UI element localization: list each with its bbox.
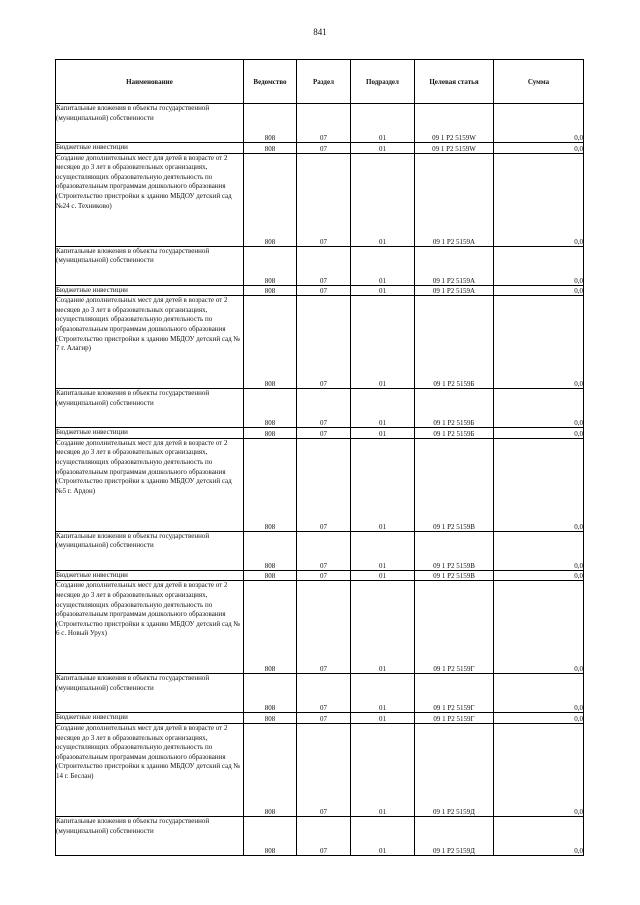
cell-podrazdel: 01	[351, 531, 415, 570]
cell-name	[56, 296, 244, 389]
cell-vedomstvo: 808	[244, 674, 297, 713]
table-row	[56, 104, 584, 143]
cell-name-text: Бюджетные инвестиции	[56, 428, 128, 437]
table-row	[56, 389, 584, 428]
cell-celevaya-statya: 09 1 P2 5159Б	[415, 428, 494, 439]
cell-vedomstvo: 808	[244, 570, 297, 581]
cell-celevaya-statya: 09 1 P2 5159A	[415, 285, 494, 296]
cell-podrazdel: 01	[351, 428, 415, 439]
cell-summa: 0,0	[494, 438, 584, 531]
cell-vedomstvo: 808	[244, 285, 297, 296]
cell-name	[56, 713, 244, 724]
cell-vedomstvo: 808	[244, 104, 297, 143]
header-summa: Сумма	[494, 60, 584, 104]
cell-podrazdel: 01	[351, 438, 415, 531]
cell-summa: 0,0	[494, 389, 584, 428]
cell-vedomstvo: 808	[244, 246, 297, 285]
cell-vedomstvo: 808	[244, 143, 297, 154]
cell-name	[56, 104, 244, 143]
cell-name	[56, 143, 244, 154]
header-vedomstvo: Ведомство	[244, 60, 297, 104]
table-row	[56, 246, 584, 285]
cell-podrazdel: 01	[351, 816, 415, 855]
header-podrazdel: Подраздел	[351, 60, 415, 104]
cell-name	[56, 570, 244, 581]
cell-name	[56, 581, 244, 674]
table-row	[56, 428, 584, 439]
header-razdel: Раздел	[297, 60, 351, 104]
cell-razdel: 07	[297, 428, 351, 439]
table-row	[56, 570, 584, 581]
cell-podrazdel: 01	[351, 674, 415, 713]
cell-name-text: Бюджетные инвестиции	[56, 143, 128, 151]
cell-celevaya-statya: 09 1 P2 5159Г	[415, 581, 494, 674]
cell-name	[56, 531, 244, 570]
table-row	[56, 143, 584, 154]
cell-celevaya-statya: 09 1 P2 5159A	[415, 153, 494, 246]
cell-name	[56, 153, 244, 246]
cell-razdel: 07	[297, 438, 351, 531]
cell-podrazdel: 01	[351, 153, 415, 246]
cell-razdel: 07	[297, 153, 351, 246]
cell-razdel: 07	[297, 816, 351, 855]
cell-podrazdel: 01	[351, 143, 415, 154]
page-number: 841	[313, 27, 327, 37]
cell-razdel: 07	[297, 674, 351, 713]
cell-name	[56, 816, 244, 855]
cell-summa: 0,0	[494, 674, 584, 713]
cell-celevaya-statya: 09 1 P2 5159W	[415, 104, 494, 143]
cell-summa: 0,0	[494, 723, 584, 816]
cell-name-text: Создание дополнительных мест для детей в возрасте от 2 месяцев до 3 лет в образовательных организациях, осуществляющих образовательную деятельность по образовательным программам дошкольного образования (Строительство пристройки к зданию МБДОУ детский сад №5 г. Ардон)	[56, 438, 232, 495]
cell-razdel: 07	[297, 285, 351, 296]
cell-name-text: Бюджетные инвестиции	[56, 285, 128, 294]
cell-celevaya-statya: 09 1 P2 5159В	[415, 570, 494, 581]
cell-razdel: 07	[297, 246, 351, 285]
table-body	[56, 104, 584, 856]
table-row	[56, 531, 584, 570]
cell-summa: 0,0	[494, 713, 584, 724]
cell-summa: 0,0	[494, 296, 584, 389]
cell-name-text: Капитальные вложения в объекты государственной (муниципальной) собственности	[56, 389, 210, 407]
cell-name	[56, 389, 244, 428]
table-row	[56, 438, 584, 531]
cell-vedomstvo: 808	[244, 296, 297, 389]
cell-name-text: Создание дополнительных мест для детей в возрасте от 2 месяцев до 3 лет в образовательных организациях, осуществляющих образовательную деятельность по образовательным программам дошкольного образования (Строительство пристройки к зданию МБДОУ детский сад № 14 г. Беслан)	[56, 723, 241, 780]
cell-vedomstvo: 808	[244, 723, 297, 816]
table-row	[56, 674, 584, 713]
cell-name	[56, 438, 244, 531]
cell-vedomstvo: 808	[244, 389, 297, 428]
cell-summa: 0,0	[494, 816, 584, 855]
cell-celevaya-statya: 09 1 P2 5159В	[415, 531, 494, 570]
cell-podrazdel: 01	[351, 246, 415, 285]
cell-podrazdel: 01	[351, 713, 415, 724]
cell-summa: 0,0	[494, 143, 584, 154]
cell-summa: 0,0	[494, 570, 584, 581]
cell-vedomstvo: 808	[244, 438, 297, 531]
cell-celevaya-statya: 09 1 P2 5159A	[415, 246, 494, 285]
cell-celevaya-statya: 09 1 P2 5159В	[415, 438, 494, 531]
cell-razdel: 07	[297, 713, 351, 724]
cell-celevaya-statya: 09 1 P2 5159Д	[415, 816, 494, 855]
cell-name	[56, 674, 244, 713]
cell-summa: 0,0	[494, 104, 584, 143]
table-row	[56, 296, 584, 389]
cell-podrazdel: 01	[351, 389, 415, 428]
cell-summa: 0,0	[494, 531, 584, 570]
table-row	[56, 723, 584, 816]
cell-razdel: 07	[297, 581, 351, 674]
cell-name	[56, 428, 244, 439]
cell-razdel: 07	[297, 143, 351, 154]
cell-name-text: Капитальные вложения в объекты государственной (муниципальной) собственности	[56, 246, 210, 265]
cell-podrazdel: 01	[351, 570, 415, 581]
cell-summa: 0,0	[494, 428, 584, 439]
budget-table	[55, 59, 584, 856]
cell-name-text: Бюджетные инвестиции	[56, 570, 128, 579]
table-header-row	[56, 60, 584, 104]
cell-summa: 0,0	[494, 285, 584, 296]
cell-razdel: 07	[297, 531, 351, 570]
cell-name-text: Капитальные вложения в объекты государственной (муниципальной) собственности	[56, 104, 210, 122]
header-celevaya-statya: Целевая статья	[415, 60, 494, 104]
cell-name-text: Капитальные вложения в объекты государственной (муниципальной) собственности	[56, 816, 210, 835]
cell-vedomstvo: 808	[244, 581, 297, 674]
cell-celevaya-statya: 09 1 P2 5159Б	[415, 389, 494, 428]
header-name: Наименование	[56, 60, 244, 104]
cell-name-text: Создание дополнительных мест для детей в возрасте от 2 месяцев до 3 лет в образовательных организациях, осуществляющих образовательную деятельность по образовательным программам дошкольного образования (Строительство пристройки к зданию МБДОУ детский сад № 7 г. Алагир)	[56, 296, 241, 353]
cell-summa: 0,0	[494, 246, 584, 285]
cell-razdel: 07	[297, 570, 351, 581]
cell-name	[56, 285, 244, 296]
cell-name-text: Капитальные вложения в объекты государственной (муниципальной) собственности	[56, 674, 210, 692]
cell-podrazdel: 01	[351, 285, 415, 296]
cell-name	[56, 246, 244, 285]
cell-name-text: Капитальные вложения в объекты государственной (муниципальной) собственности	[56, 531, 210, 550]
cell-razdel: 07	[297, 104, 351, 143]
cell-vedomstvo: 808	[244, 713, 297, 724]
cell-razdel: 07	[297, 389, 351, 428]
table-row	[56, 713, 584, 724]
cell-name	[56, 723, 244, 816]
cell-podrazdel: 01	[351, 723, 415, 816]
cell-celevaya-statya: 09 1 P2 5159W	[415, 143, 494, 154]
cell-celevaya-statya: 09 1 P2 5159Б	[415, 296, 494, 389]
cell-podrazdel: 01	[351, 296, 415, 389]
cell-podrazdel: 01	[351, 104, 415, 143]
cell-name-text: Создание дополнительных мест для детей в возрасте от 2 месяцев до 3 лет в образовательных организациях, осуществляющих образовательную деятельность по образовательным программам дошкольного образования (Строительство пристройки к зданию МБДОУ детский сад №24 с. Техниково)	[56, 153, 232, 210]
cell-vedomstvo: 808	[244, 428, 297, 439]
cell-name-text: Создание дополнительных мест для детей в возрасте от 2 месяцев до 3 лет в образовательных организациях, осуществляющих образовательную деятельность по образовательным программам дошкольного образования (Строительство пристройки к зданию МБДОУ детский сад № 6 с. Новый Урух)	[56, 581, 241, 638]
cell-razdel: 07	[297, 296, 351, 389]
cell-vedomstvo: 808	[244, 816, 297, 855]
cell-vedomstvo: 808	[244, 153, 297, 246]
cell-podrazdel: 01	[351, 581, 415, 674]
cell-summa: 0,0	[494, 153, 584, 246]
table-row	[56, 153, 584, 246]
cell-vedomstvo: 808	[244, 531, 297, 570]
cell-celevaya-statya: 09 1 P2 5159Д	[415, 723, 494, 816]
table-row	[56, 285, 584, 296]
cell-name-text: Бюджетные инвестиции	[56, 713, 128, 722]
cell-celevaya-statya: 09 1 P2 5159Г	[415, 674, 494, 713]
table-row	[56, 816, 584, 855]
table-row	[56, 581, 584, 674]
cell-celevaya-statya: 09 1 P2 5159Г	[415, 713, 494, 724]
cell-summa: 0,0	[494, 581, 584, 674]
cell-razdel: 07	[297, 723, 351, 816]
